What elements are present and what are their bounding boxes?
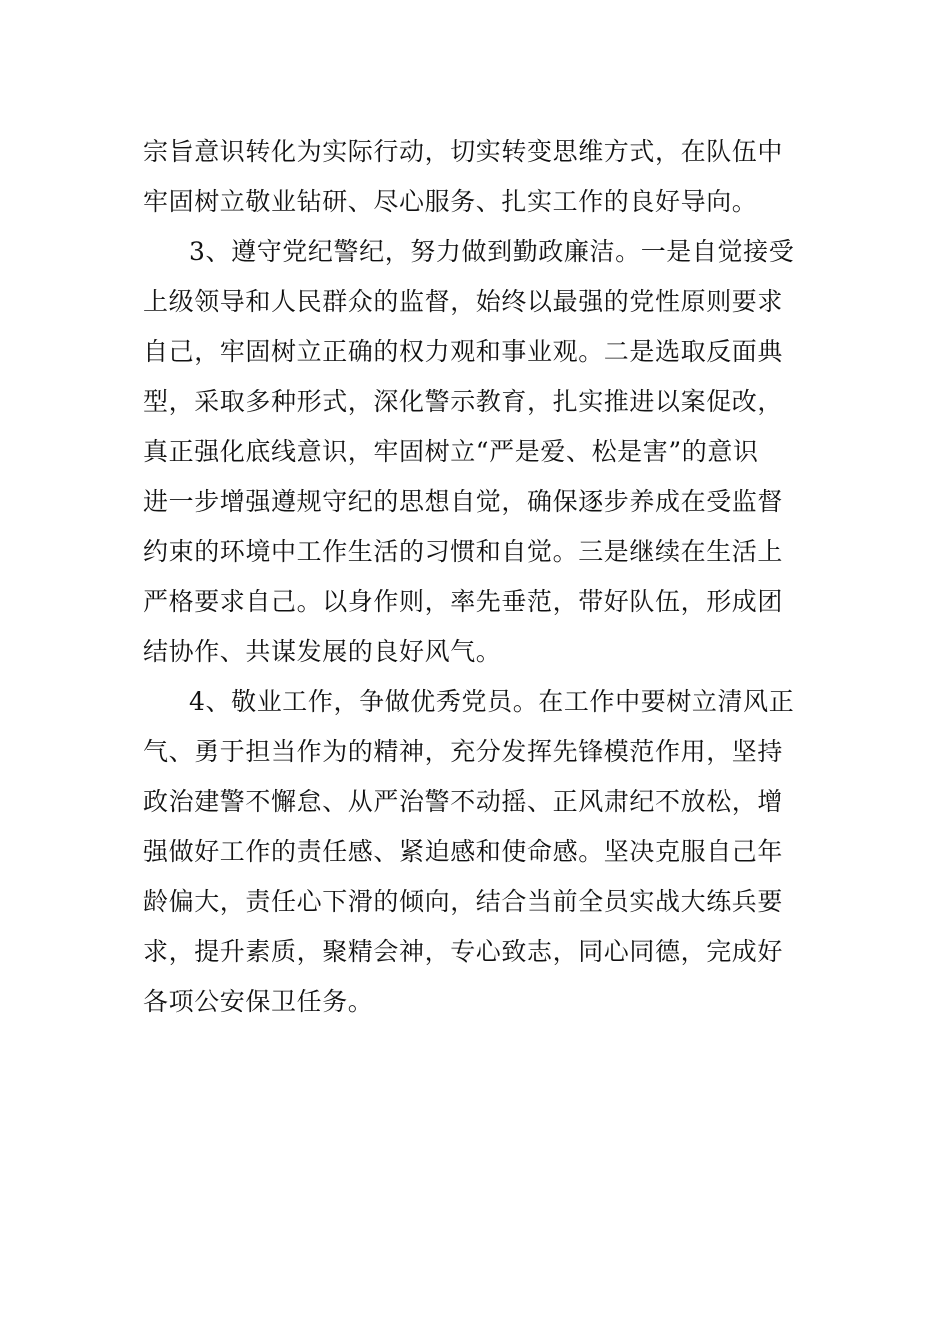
paragraph-continued (143, 127, 807, 227)
text-line: 真正强化底线意识，牢固树立“严是爱、松是害”的意识 (143, 437, 759, 466)
text-line: 约束的环境中工作生活的习惯和自觉。三是继续在生活上 (143, 537, 784, 566)
text-line: 强做好工作的责任感、紧迫感和使命感。坚决克服自己年 (143, 837, 784, 866)
text-line: 政治建警不懈怠、从严治警不动摇、正风肃纪不放松，增 (143, 787, 784, 816)
text-line: 进一步增强遵规守纪的思想自觉，确保逐步养成在受监督 (143, 487, 784, 516)
text-line: 求，提升素质，聚精会神，专心致志，同心同德，完成好 (143, 937, 784, 966)
document-body (143, 127, 807, 1027)
text-line: 宗旨意识转化为实际行动，切实转变思维方式，在队伍中 (143, 137, 784, 166)
text-line: 严格要求自己。以身作则，率先垂范，带好队伍，形成团 (143, 587, 784, 616)
text-line: 上级领导和人民群众的监督，始终以最强的党性原则要求 (143, 287, 784, 316)
text-line: 3、遵守党纪警纪，努力做到勤政廉洁。一是自觉接受 (189, 237, 795, 266)
text-line: 各项公安保卫任务。 (143, 987, 374, 1016)
paragraph-item-3 (143, 227, 807, 677)
text-line: 结协作、共谋发展的良好风气。 (143, 637, 502, 666)
text-line: 自己，牢固树立正确的权力观和事业观。二是选取反面典 (143, 337, 784, 366)
text-line: 4、敬业工作，争做优秀党员。在工作中要树立清风正 (189, 687, 795, 716)
paragraph-item-4 (143, 677, 807, 1027)
text-line: 型，采取多种形式，深化警示教育，扎实推进以案促改， (143, 387, 784, 416)
text-line: 牢固树立敬业钻研、尽心服务、扎实工作的良好导向。 (143, 187, 758, 216)
text-line: 气、勇于担当作为的精神，充分发挥先锋模范作用，坚持 (143, 737, 784, 766)
text-line: 龄偏大，责任心下滑的倾向，结合当前全员实战大练兵要 (143, 887, 784, 916)
